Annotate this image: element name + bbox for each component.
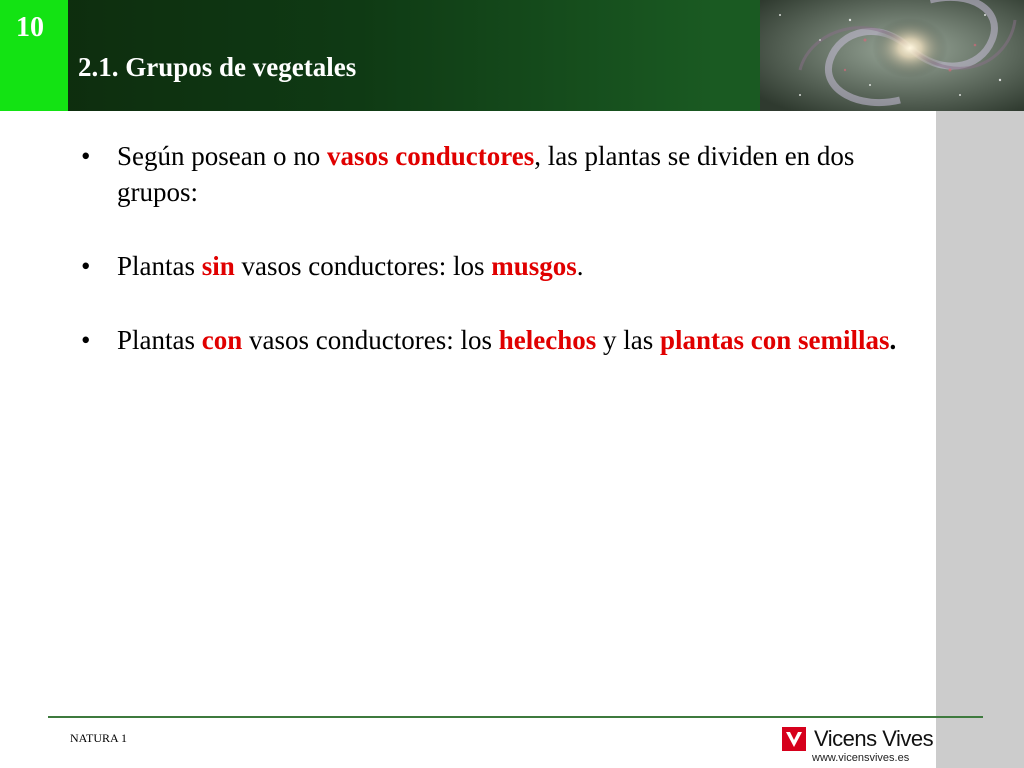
bullet-item bbox=[78, 138, 928, 210]
bullet-mark: • bbox=[81, 325, 91, 355]
text-span: , las plantas se dividen en dos grupos: bbox=[117, 141, 855, 207]
vicens-vives-v-logo-icon bbox=[782, 727, 806, 751]
chapter-number-box bbox=[0, 0, 68, 111]
bullet-mark: • bbox=[81, 251, 91, 281]
slide-content bbox=[78, 138, 928, 396]
bullet-item bbox=[78, 322, 928, 358]
publisher-name: Vicens Vives bbox=[814, 726, 934, 751]
text-span: Plantas bbox=[117, 251, 202, 281]
spiral-galaxy-icon bbox=[760, 0, 1024, 111]
text-span: vasos conductores: los bbox=[242, 325, 499, 355]
spiral-galaxy-image bbox=[760, 0, 1024, 111]
section-title: 2.1. Grupos de vegetales bbox=[78, 52, 357, 82]
right-side-bar bbox=[936, 111, 1024, 768]
highlight-span: sin bbox=[201, 251, 235, 281]
chapter-number: 10 bbox=[16, 12, 44, 43]
footer-divider bbox=[48, 716, 983, 718]
bullet-text bbox=[117, 141, 854, 207]
bullet-text bbox=[117, 251, 584, 281]
text-span: . bbox=[576, 251, 584, 281]
text-span: Plantas bbox=[117, 325, 202, 355]
text-span: y las bbox=[596, 325, 660, 355]
highlight-span: helechos bbox=[498, 325, 597, 355]
text-span: . bbox=[889, 325, 897, 355]
highlight-span: musgos bbox=[491, 251, 577, 281]
publisher-logo bbox=[782, 726, 932, 766]
highlight-span: plantas con semillas bbox=[659, 325, 890, 355]
bullet-text bbox=[117, 325, 896, 355]
text-span: vasos conductores: los bbox=[234, 251, 492, 281]
bullet-item bbox=[78, 248, 928, 284]
highlight-span: vasos conductores bbox=[326, 141, 535, 171]
slide-header bbox=[0, 0, 1024, 111]
bullet-mark: • bbox=[81, 141, 91, 171]
highlight-span: con bbox=[201, 325, 243, 355]
text-span: Según posean o no bbox=[117, 141, 327, 171]
publisher-url: www.vicensvives.es bbox=[812, 752, 910, 764]
book-label: NATURA 1 bbox=[70, 731, 128, 745]
